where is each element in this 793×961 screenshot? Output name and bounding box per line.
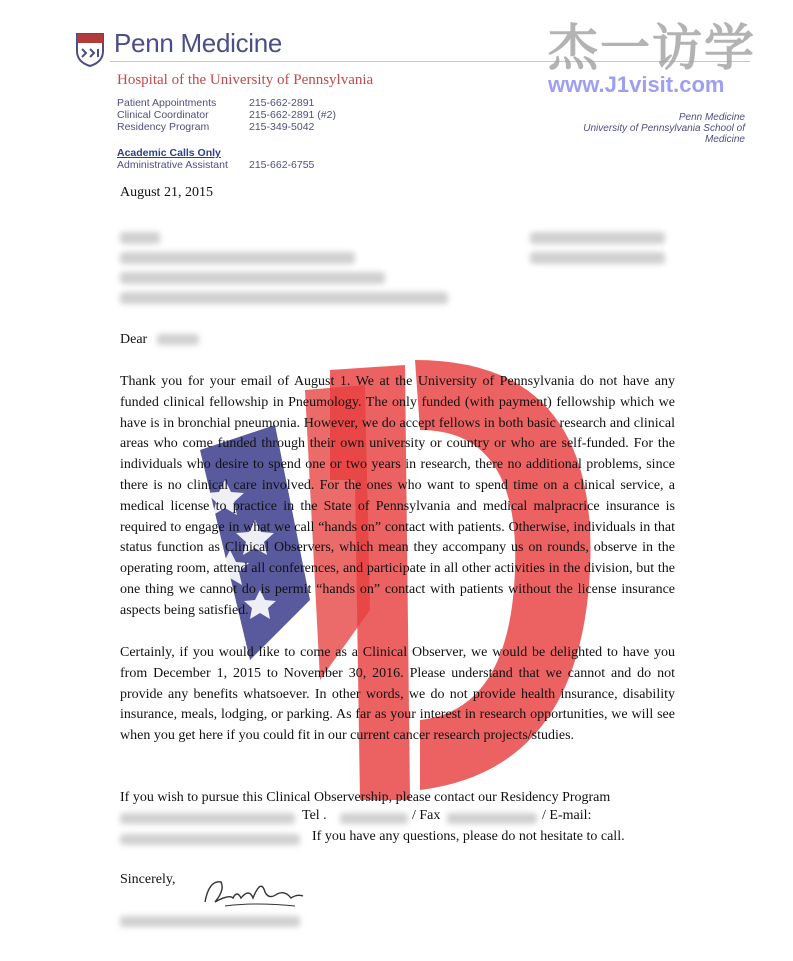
redacted-email bbox=[120, 834, 300, 845]
email-label: / E-mail: bbox=[542, 808, 592, 823]
contact-phone: 215-662-2891 (#2) bbox=[249, 109, 336, 121]
academic-label: Administrative Assistant bbox=[117, 159, 228, 171]
hospital-name: Hospital of the University of Pennsylvania bbox=[117, 72, 374, 88]
redacted-fax bbox=[447, 813, 537, 824]
redacted-contact-line bbox=[530, 232, 665, 244]
brand-name: Penn Medicine bbox=[114, 28, 283, 58]
contact-label: Clinical Coordinator bbox=[117, 109, 209, 121]
tel-label: Tel . bbox=[302, 808, 327, 823]
redacted-address-line bbox=[120, 252, 355, 264]
contact-row bbox=[117, 121, 336, 133]
letterhead-right bbox=[545, 112, 745, 145]
paragraph-3: If you wish to pursue this Clinical Observership, please contact our Residency Program bbox=[120, 790, 611, 805]
redacted-address-line bbox=[120, 292, 448, 304]
contact-phone: 215-349-5042 bbox=[249, 121, 315, 133]
contact-phone: 215-662-2891 bbox=[249, 97, 315, 109]
contact-label: Residency Program bbox=[117, 121, 210, 133]
salutation-text: Dear bbox=[120, 332, 148, 347]
closing: Sincerely, bbox=[120, 872, 176, 887]
fax-label: / Fax bbox=[412, 808, 441, 823]
academic-title: Academic Calls Only bbox=[117, 147, 221, 159]
questions-line: If you have any questions, please do not hesitate to call. bbox=[312, 829, 625, 844]
watermark-chinese: 杰一访学 bbox=[548, 18, 756, 77]
signature bbox=[195, 872, 310, 914]
penn-shield-logo bbox=[76, 33, 104, 67]
right-line-2: University of Pennsylvania School of Medicine bbox=[583, 123, 745, 145]
contact-label: Patient Appointments bbox=[117, 97, 217, 109]
redacted-recipient bbox=[157, 334, 199, 345]
academic-calls bbox=[117, 147, 314, 171]
redacted-address-line bbox=[120, 272, 385, 284]
salutation bbox=[120, 332, 199, 348]
redacted-contact-line bbox=[530, 252, 665, 264]
redacted-recipient-name bbox=[120, 232, 160, 244]
redacted-tel bbox=[340, 813, 408, 824]
paragraph-2: Certainly, if you would like to come as a Clinical Observer, we would be delighted to have you from December 1, 2015 to November 30, 2016. Please understand that we cannot and do not provide any benefits whatsoever. In other words, we do not provide health insurance, disability insurance, meals, lodging, or parking. As far as your interest in research opportunities, we will see when you get here if you could fit in our current cancer research projects/studies. bbox=[120, 645, 675, 744]
contact-list bbox=[117, 97, 336, 133]
watermark-url: www.J1visit.com bbox=[548, 72, 725, 97]
right-line-1: Penn Medicine bbox=[678, 112, 745, 123]
redacted-signatory-name bbox=[120, 916, 300, 927]
contact-row bbox=[117, 97, 336, 109]
letter-date: August 21, 2015 bbox=[120, 185, 213, 200]
academic-phone: 215-662-6755 bbox=[249, 159, 315, 171]
paragraph-1: Thank you for your email of August 1. We at the University of Pennsylvania do not have any funded clinical fellowship in Pneumology. The only funded (with payment) fellowship which we have is in bronchial pneumonia. However, we do accept fellows in both basic research and clinical areas who come funded through their own university or country or who are self-funded. For the individuals who desire to spend one or two years in research, there no additional problems, since there is no clinical care involved. For the ones who want to spend time on a clinical service, a medical license to practice in the State of Pennsylvania and medical malpracrice insurance is required to engage in what we call “hands on” contact with patients. Otherwise, individuals in that status function as Clinical Observers, which mean they accompany us on rounds, observe in the operating room, attend all conferences, and participate in all other activities in the division, but the one thing we cannot do is permit “hands on” contact with patients without the license insurance aspects being satisfied. bbox=[120, 374, 675, 618]
contact-row bbox=[117, 109, 336, 121]
redacted-program-name bbox=[120, 813, 295, 824]
